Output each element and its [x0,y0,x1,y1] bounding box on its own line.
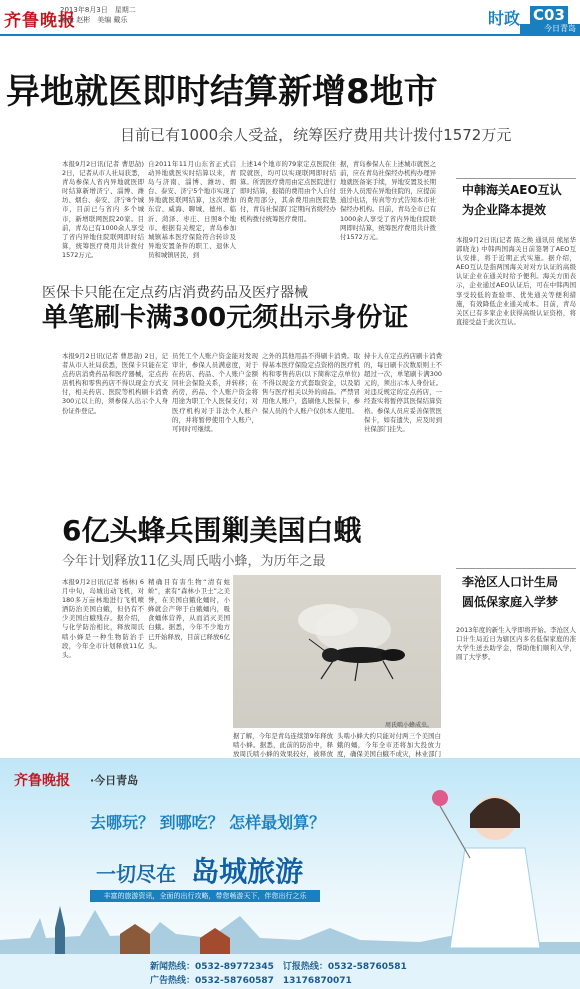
article1-subhead: 目前已有1000余人受益，统筹医疗费用共计拨付1572万元 [120,126,512,144]
article1-col1: 本报9月2日讯(记者 曹思劼) 2日，记者从市人社局获悉，青岛参保人省内异地就医即时结算新增济宁、淄博、潍坊、烟台、泰安、济宁8个城市，目前已与省内 多个城市，新增联网医院20家。目前，青岛已有1000余人享受了省内异地住院联网即时结算，统筹医疗费用共计拨付1572万元。 [62,160,144,259]
sidebar-rule-top [456,178,576,179]
ad-logo: 齐鲁晚报 [14,773,70,789]
ad-footer [0,954,580,989]
page-number: C03 [530,6,568,25]
article3-subhead: 今年计划释放11亿头周氏啮小蜂，为历年之最 [62,554,326,569]
article1-col3: 上述14个地市的79家定点医院住院就医，均可以实现联网即时结算。所需医疗费用由定点医院进行即时结算，报销的费用由个人自付的费用部分，其余费用由医院垫付，青岛社保部门定期向省级经办机构拨付统筹医疗费用。 [240,160,336,223]
photo-caption: 周氏啮小蜂成虫。 [385,722,434,729]
article3-col1: 本报9月2日讯(记者 杨林) 6月中旬，岛城出动飞机，对180多万亩林地进行飞机喷洒防治美国白蛾，但仍有不少美国白蛾残存。据介绍，与化学防治相比，释放周氏啮小蜂是一种生物防治手段，今年全市计划释放11亿头。 [62,578,144,659]
side2-headline-line1: 李沧区人口计生局 [462,575,559,589]
article2-col2: 员凭工个人账户资金能对发现审计，参保人员满意度，对于在药店、药品、个人账户金额同社会保险关系，并转移；在药房，药品、个人账户资金将用途为职工个人医保支付；对医疗机构对于非法个人账户的，并将暂停使用个人账户，可同时可继续。 [172,352,258,433]
ad-slogan-prefix: 一切尽在 [96,862,176,886]
article1-col4: 据，青岛参保人在上述城市就医之前，应在青岛社保经办机构办理异地就医备案手续，异地安置及长期驻外人员需在异地住院的，应提前通过电话，传真等方式告知本市社保经办机构。目前，青岛全市已有1000余人享受了省内异地住院联网即时结算，统筹医疗费用共计拨付1572万元。 [340,160,436,241]
ad-question: 去哪玩？ 到哪吃？ 怎样最划算？ [90,813,326,832]
issue-info [60,5,136,25]
issue-date: 2013年8月3日 星期二 [60,6,136,14]
side2-headline-line2: 圆低保家庭入学梦 [462,595,559,609]
section-title: 时政 [488,9,521,28]
ad-slogan [96,850,303,890]
article2-kicker: 医保卡只能在定点药店消费药品及医疗器械 [42,285,308,301]
wasp-photo [233,575,441,728]
article1-col2: 自2011年11月山东省正式启动异地就医实时结算以来，青岛与济南、淄博、潍坊、烟台、泰安、济宁5个地市实现了异地就医联网结算，这次增加东营、威海、聊城、德州、临沂、菏泽、枣庄、日照8个地市。根据有关规定，青岛参加城镇基本医疗保险符合转诊及异地安置条件的职工、退休人员和城镇居民，到 [148,160,236,259]
article2-col4: 持卡人在定点药店刷卡消费的，每日刷卡次数原则上不超过一次，单笔刷卡满300元的，须出示本人身份证。对违反规定的定点药店，一经查实将暂停其医保结算资格。参保人员应妥善保管医保卡，如有遗失，应及时到社保部门挂失。 [364,352,442,433]
article1-headline: 异地就医即时结算新增8地市 [6,72,438,112]
tourism-ad[interactable] [0,758,580,989]
article3-col2: 精确目有害生物“清有蛀蚧”，素有“森林小卫士”之美誉，在美国白蛾化蛹时，小蜂就会产卵于白蛾蛹内，吸食蛹体营养，从而消灭美国白蛾。据悉，今年不少地方已开始释放，目前已释放6亿头。 [148,578,230,650]
article3-col3: 据了解，今年是青岛连续第9年释放啮小蜂。据悉，此前的防治中，释放周氏啮小蜂的效果较好，被释放 [233,732,333,759]
article2-col3: 之外的其他用品不得刷卡消费。取得基本医疗保险定点资格的医疗机构和零售药店(以下简称定点单位)不得以现金方式套取资金，以及销售与医疗相关以外的商品。严禁冒用他人账户，盗刷他人医保卡，参保人员的个人账户仅供本人使用。 [262,352,360,415]
side1-headline-line1: 中韩海关AEO互认 [462,183,562,197]
issue-editors: 编辑 赵彬 美编 戴乐 [60,16,128,24]
article2-headline: 单笔刷卡满300元须出示身份证 [42,303,409,333]
girl-illustration-icon [420,778,570,948]
article2-col1: 本报9月2日讯(记者 曹思劼) 2日，记者从市人社局获悉，医保卡只能在定点药店消费药品和医疗器械，定点药店机构和零售药店不得以现金方式支付，相关药店、医院等机构刷卡消费300元以上的，须参保人出示个人身份证件登记。 [62,352,168,415]
ad-band: 丰富的旅游资讯，全面的出行攻略，带您畅游天下，伴您出行之乐 [90,890,320,902]
subsection-label: 今日青岛 [520,24,580,34]
side1-body: 本报9月2日讯(记者 陈之焕 通讯员 熊星华 郭晓龙) 中韩两国海关日前签署了AEO互认安排，将于近期正式实施。据介绍，AEO互认是指两国海关对对方认证的高级认证企业在通关时给予便利。海关方面表示，企业通过AEO认证后，可在中韩两国享受较低的查验率、优先通关等便利措施，有效降低企业通关成本。目前，青岛关区已有多家企业获得高级认证资格，将直接受益于此次互认。 [456,236,576,326]
ad-hotline-2: 广告热线：0532-58760587 13176870071 [150,976,352,986]
newspaper-logo: 齐鲁晚报 [4,11,76,31]
ad-hotline-1: 新闻热线：0532-89772345 订报热线：0532-58760581 [150,962,407,972]
sidebar-rule-mid [456,568,576,569]
article3-col4: 头啮小蜂大约只能对付两三个美国白蛾的蛹，今年全市还将加大投放力度，确保美国白蛾不成灾，林业部门 [337,732,441,759]
header-rule [0,34,580,36]
ad-slogan-main: 岛城旅游 [191,855,304,888]
wasp-icon [233,575,441,728]
side1-headline-line2: 为企业降本提效 [462,203,547,217]
article3-headline: 6亿头蜂兵围剿美国白蛾 [62,514,362,547]
side2-body: 2013年度的新生入学即将开始。李沧区人口计生局近日为辖区内多名低保家庭的准大学生送去助学金，帮助他们顺利入学，圆了大学梦。 [456,626,576,662]
ad-today-label: ·今日青岛 [90,774,139,787]
